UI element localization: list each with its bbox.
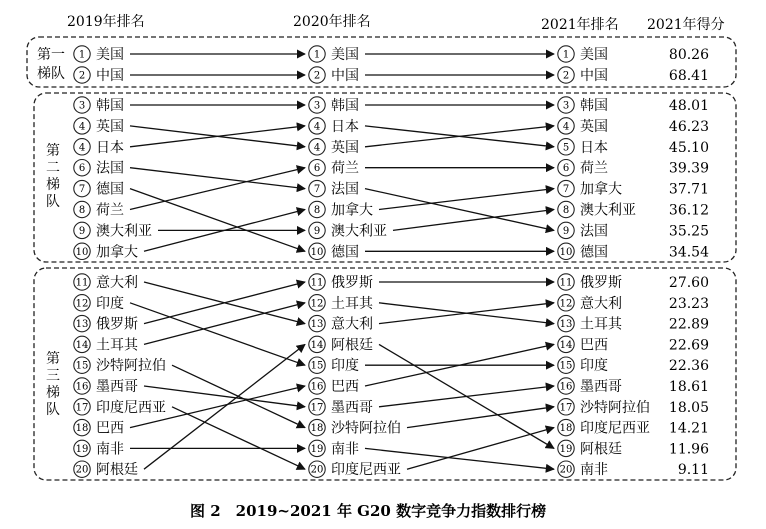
- rank-row-2019: [74, 118, 124, 135]
- rank-row-2021: [558, 180, 709, 197]
- rank-number: 2: [78, 70, 86, 82]
- rank-row-2020: [309, 440, 359, 457]
- rank-row-2020: [309, 357, 359, 374]
- rank-number: 2: [313, 70, 321, 82]
- header-score: 2021年得分: [647, 17, 725, 33]
- country-name: 意大利: [96, 275, 138, 291]
- country-name: 中国: [331, 68, 359, 84]
- rank-change-arrow: [379, 189, 554, 210]
- country-name: 日本: [331, 118, 359, 135]
- country-name: 意大利: [580, 295, 622, 312]
- rank-number: 8: [313, 205, 321, 216]
- rank-number: 6: [78, 163, 86, 175]
- rank-row-2021: [558, 67, 709, 84]
- rank-number: 15: [75, 360, 89, 372]
- rank-number: 13: [559, 319, 573, 331]
- country-name: 荷兰: [331, 160, 359, 177]
- rank-number: 1: [78, 49, 86, 61]
- score-value: 11.96: [668, 441, 709, 458]
- rank-number: 20: [310, 464, 324, 476]
- rank-row-2020: [309, 139, 359, 156]
- rank-row-2019: [74, 378, 138, 395]
- country-name: 德国: [331, 244, 359, 261]
- rank-change-arrow: [144, 303, 305, 345]
- tier-3-label-line4: 队: [46, 402, 60, 418]
- rank-number: 6: [313, 163, 321, 175]
- rank-number: 3: [78, 100, 86, 112]
- tier-1-label-line2: 梯队: [37, 66, 65, 82]
- rank-row-2019: [74, 274, 138, 291]
- rank-change-arrow: [379, 386, 554, 407]
- rank-row-2019: [74, 180, 124, 197]
- country-name: 阿根廷: [96, 462, 138, 479]
- score-value: 18.05: [668, 399, 709, 416]
- rank-change-arrow: [407, 407, 554, 428]
- score-value: 80.26: [668, 47, 709, 63]
- country-name: 印度: [331, 358, 359, 375]
- rank-number: 7: [78, 184, 86, 196]
- score-value: 18.61: [668, 379, 709, 395]
- country-name: 俄罗斯: [96, 316, 138, 333]
- rank-number: 12: [310, 298, 324, 310]
- country-name: 土耳其: [580, 316, 622, 333]
- score-value: 37.71: [668, 181, 709, 198]
- rank-row-2021: [558, 222, 709, 239]
- rank-row-2021: [558, 243, 709, 260]
- rank-row-2019: [74, 243, 138, 260]
- rank-row-2019: [74, 440, 124, 457]
- country-name: 澳大利亚: [580, 202, 636, 219]
- country-name: 韩国: [96, 98, 124, 114]
- country-name: 中国: [96, 68, 124, 84]
- rank-row-2021: [558, 201, 709, 218]
- rank-number: 12: [75, 298, 89, 310]
- rank-row-2019: [74, 160, 124, 177]
- rank-row-2019: [74, 315, 138, 332]
- rank-row-2020: [309, 67, 359, 84]
- country-name: 印度: [580, 358, 608, 375]
- rank-number: 6: [562, 163, 570, 175]
- rank-row-2019: [74, 399, 166, 416]
- rank-row-2019: [74, 295, 124, 312]
- rank-row-2020: [309, 315, 373, 332]
- rank-row-2021: [558, 419, 709, 436]
- rank-row-2020: [309, 419, 401, 436]
- rank-row-2020: [309, 336, 373, 353]
- rank-number: 11: [75, 277, 89, 289]
- country-name: 加拿大: [96, 244, 138, 261]
- rank-row-2019: [74, 419, 124, 436]
- country-name: 荷兰: [96, 202, 124, 219]
- rank-row-2020: [309, 243, 359, 260]
- country-name: 日本: [96, 139, 124, 156]
- rank-row-2019: [74, 97, 124, 114]
- rank-row-2019: [74, 46, 124, 63]
- country-name: 土耳其: [331, 295, 373, 312]
- rank-change-arrow: [130, 189, 305, 252]
- header-2021: 2021年排名: [541, 17, 619, 33]
- rank-row-2019: [74, 357, 166, 374]
- country-name: 英国: [580, 118, 608, 135]
- rank-number: 15: [310, 360, 324, 372]
- rank-number: 16: [75, 381, 89, 393]
- score-value: 46.23: [668, 118, 709, 135]
- rank-number: 18: [559, 423, 573, 435]
- country-name: 中国: [580, 68, 608, 84]
- rank-number: 4: [78, 121, 86, 133]
- country-name: 荷兰: [580, 160, 608, 177]
- country-name: 法国: [580, 223, 608, 240]
- rank-number: 2: [562, 70, 570, 82]
- figure-caption: 图 2 2019~2021 年 G20 数字竞争力指数排行榜: [190, 502, 547, 520]
- tier-2-label-line1: 第: [46, 143, 60, 159]
- country-name: 南非: [580, 462, 608, 479]
- rank-number: 14: [559, 339, 573, 351]
- country-name: 英国: [331, 139, 359, 156]
- rank-number: 18: [310, 423, 324, 435]
- rank-row-2020: [309, 295, 374, 312]
- rank-row-2021: [558, 461, 709, 478]
- rank-number: 14: [310, 339, 324, 351]
- rank-row-2021: [558, 139, 709, 156]
- score-value: 35.25: [668, 223, 709, 240]
- rank-row-2019: [74, 222, 152, 239]
- rank-change-arrow: [407, 428, 554, 470]
- score-value: 22.69: [668, 337, 709, 354]
- rank-row-2020: [309, 222, 387, 239]
- rank-change-arrow: [144, 344, 305, 469]
- rank-number: 4: [562, 121, 570, 133]
- rank-number: 12: [559, 298, 573, 310]
- rank-row-2020: [309, 46, 359, 63]
- rank-row-2020: [309, 399, 373, 416]
- rank-row-2020: [309, 160, 359, 177]
- tier-2-label-line4: 队: [46, 194, 60, 210]
- rank-number: 8: [78, 205, 86, 216]
- rank-row-2021: [558, 378, 709, 395]
- rank-number: 16: [310, 381, 324, 393]
- score-value: 22.36: [668, 358, 709, 375]
- rank-number: 1: [313, 49, 321, 61]
- rank-number: 11: [310, 277, 324, 289]
- rank-number: 9: [562, 225, 570, 237]
- country-name: 法国: [96, 160, 124, 177]
- country-name: 巴西: [331, 379, 359, 395]
- country-name: 沙特阿拉伯: [580, 399, 650, 416]
- rank-number: 3: [313, 100, 321, 112]
- rank-row-2020: [309, 118, 359, 135]
- score-value: 34.54: [668, 244, 709, 261]
- tier-2-label-line2: 二: [46, 160, 60, 176]
- rank-number: 17: [310, 402, 324, 414]
- tier-box-1: [27, 37, 736, 87]
- tier-3-label-line1: 第: [46, 351, 60, 367]
- rank-number: 4: [78, 142, 86, 154]
- rank-number: 7: [313, 184, 321, 196]
- country-name: 沙特阿拉伯: [96, 358, 166, 375]
- country-name: 南非: [96, 441, 124, 458]
- rank-row-2019: [74, 201, 124, 218]
- country-name: 沙特阿拉伯: [331, 420, 401, 437]
- header-2020: 2020年排名: [293, 14, 371, 30]
- rank-row-2021: [558, 295, 709, 312]
- country-name: 印度尼西亚: [96, 399, 166, 416]
- rank-number: 5: [562, 142, 570, 154]
- rank-number: 15: [559, 360, 573, 372]
- score-value: 27.60: [668, 275, 709, 291]
- rank-number: 19: [559, 443, 573, 455]
- country-name: 阿根廷: [331, 337, 373, 354]
- country-name: 印度尼西亚: [331, 462, 401, 479]
- rank-number: 9: [78, 225, 86, 237]
- rank-number: 18: [75, 423, 89, 435]
- rank-number: 9: [313, 225, 321, 237]
- rank-number: 20: [75, 464, 89, 476]
- rank-row-2021: [558, 274, 709, 291]
- rank-row-2021: [558, 336, 709, 353]
- rank-row-2020: [309, 274, 373, 291]
- country-name: 阿根廷: [580, 441, 622, 458]
- rank-number: 10: [559, 246, 573, 258]
- rank-number: 7: [562, 184, 570, 196]
- tier-3-label-line3: 梯: [46, 385, 60, 401]
- rank-number: 8: [562, 205, 570, 216]
- rank-row-2020: [309, 97, 359, 114]
- rank-number: 10: [75, 246, 89, 258]
- country-name: 墨西哥: [96, 379, 138, 395]
- country-name: 英国: [96, 118, 124, 135]
- country-name: 韩国: [331, 98, 359, 114]
- rank-number: 17: [75, 402, 89, 414]
- rank-row-2019: [74, 139, 124, 156]
- score-value: 9.11: [677, 462, 709, 479]
- rank-number: 19: [75, 443, 89, 455]
- country-name: 韩国: [580, 98, 608, 114]
- score-value: 23.23: [668, 295, 709, 312]
- score-value: 68.41: [668, 68, 709, 84]
- country-name: 印度: [96, 295, 124, 312]
- rank-number: 17: [559, 402, 573, 414]
- rank-row-2021: [558, 315, 709, 332]
- score-value: 45.10: [668, 139, 709, 156]
- country-name: 巴西: [96, 420, 124, 437]
- rank-change-arrow: [130, 168, 305, 210]
- country-name: 意大利: [331, 316, 373, 333]
- rank-row-2021: [558, 440, 709, 457]
- rank-number: 10: [310, 246, 324, 258]
- rank-number: 4: [313, 142, 321, 154]
- country-name: 墨西哥: [580, 379, 622, 395]
- rank-row-2020: [309, 201, 373, 218]
- rank-change-arrow: [365, 189, 554, 231]
- rank-number: 14: [75, 339, 89, 351]
- rank-number: 3: [562, 100, 570, 112]
- country-name: 美国: [331, 47, 359, 63]
- rank-row-2019: [74, 336, 139, 353]
- rank-row-2021: [558, 97, 709, 114]
- score-value: 22.89: [668, 316, 709, 333]
- rank-row-2021: [558, 160, 709, 177]
- country-name: 土耳其: [96, 337, 138, 354]
- country-name: 德国: [580, 244, 608, 261]
- country-name: 俄罗斯: [580, 275, 622, 291]
- rank-number: 4: [313, 121, 321, 133]
- rank-number: 20: [559, 464, 573, 476]
- rank-change-arrow: [130, 168, 305, 189]
- rank-change-arrow: [172, 407, 305, 469]
- country-name: 德国: [96, 181, 124, 198]
- country-name: 巴西: [580, 337, 608, 354]
- header-2019: 2019年排名: [67, 14, 145, 30]
- country-name: 南非: [331, 441, 359, 458]
- score-value: 39.39: [668, 160, 709, 177]
- rank-row-2021: [558, 357, 709, 374]
- rank-row-2021: [558, 118, 709, 135]
- score-value: 14.21: [668, 420, 709, 437]
- score-value: 36.12: [668, 202, 709, 219]
- rank-change-arrow: [130, 303, 305, 365]
- country-name: 澳大利亚: [331, 223, 387, 240]
- country-name: 日本: [580, 139, 608, 156]
- country-name: 美国: [580, 47, 608, 63]
- rank-number: 19: [310, 443, 324, 455]
- rank-number: 16: [559, 381, 573, 393]
- country-name: 澳大利亚: [96, 223, 152, 240]
- tier-3-label-line2: 三: [46, 368, 60, 384]
- rank-row-2021: [558, 399, 709, 416]
- rank-number: 13: [310, 319, 324, 331]
- country-name: 加拿大: [331, 202, 373, 219]
- score-value: 48.01: [668, 98, 709, 114]
- country-name: 美国: [96, 47, 124, 63]
- rank-row-2020: [309, 180, 359, 197]
- rank-number: 1: [562, 49, 570, 61]
- rank-number: 11: [559, 277, 573, 289]
- country-name: 墨西哥: [331, 399, 373, 416]
- country-name: 加拿大: [580, 181, 622, 198]
- country-name: 印度尼西亚: [580, 420, 650, 437]
- rank-row-2020: [309, 378, 359, 395]
- rank-row-2019: [74, 67, 124, 84]
- tier-1-label-line1: 第一: [37, 47, 65, 63]
- rank-row-2019: [74, 461, 138, 478]
- rank-number: 13: [75, 319, 89, 331]
- rank-row-2020: [309, 461, 401, 478]
- country-name: 法国: [331, 181, 359, 198]
- country-name: 俄罗斯: [331, 275, 373, 291]
- tier-2-label-line3: 梯: [46, 177, 60, 193]
- rank-row-2021: [558, 46, 709, 63]
